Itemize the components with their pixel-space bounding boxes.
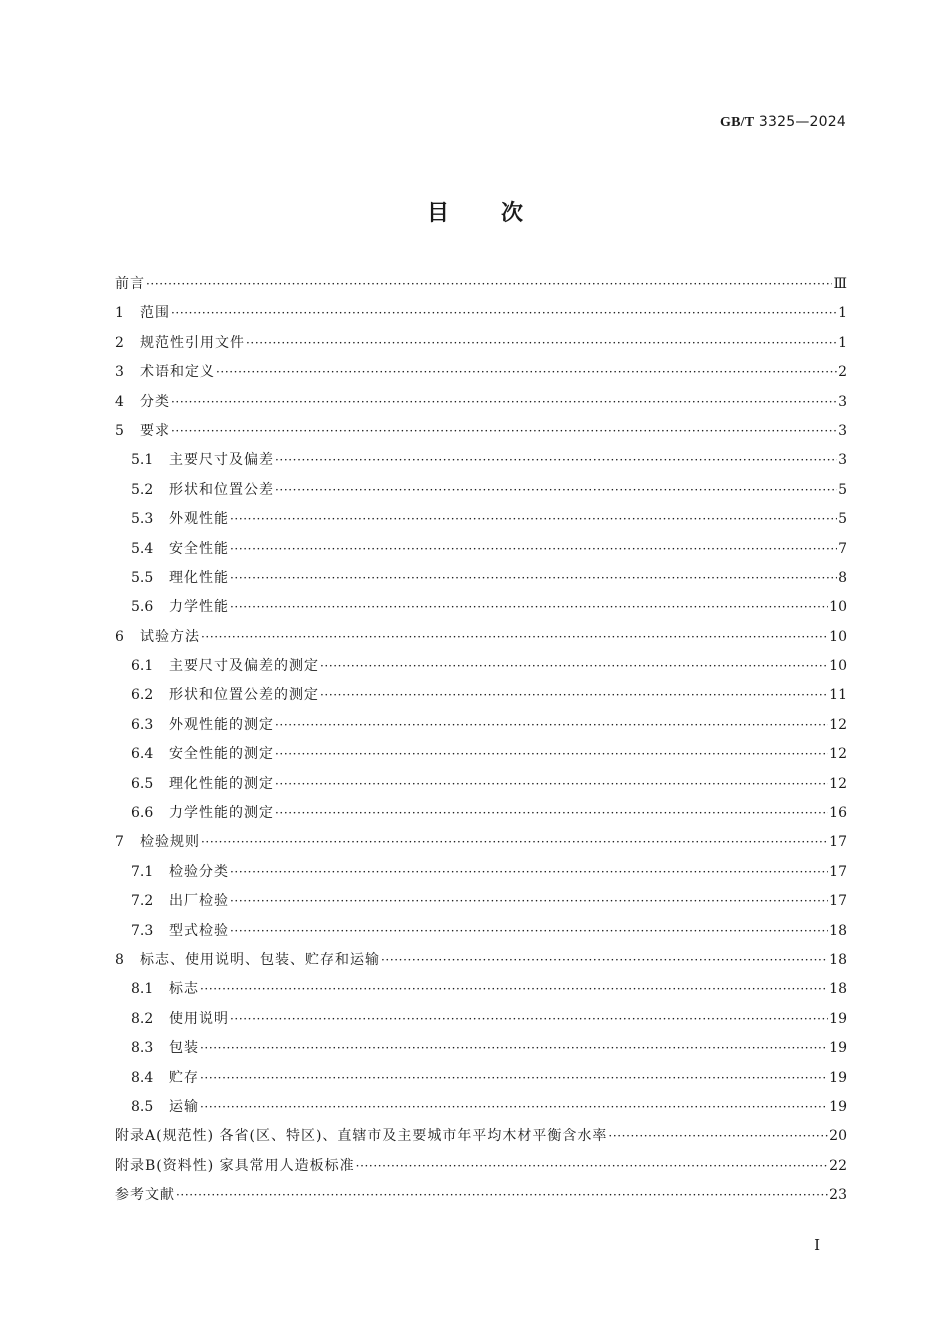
toc-dot-leader	[275, 711, 828, 740]
toc-entry[interactable]	[115, 858, 847, 887]
toc-dot-leader	[200, 975, 828, 1004]
toc-entry[interactable]	[115, 1093, 847, 1122]
toc-entry-page: 19	[829, 1040, 847, 1057]
toc-entry-page: 18	[829, 981, 847, 998]
toc-entry-number: 5.1	[131, 452, 154, 469]
toc-dot-leader	[171, 299, 837, 328]
toc-dot-leader	[275, 476, 837, 505]
toc-entry-label: 包装	[169, 1040, 199, 1057]
toc-dot-leader	[171, 417, 837, 446]
toc-entry-page: 1	[838, 305, 847, 322]
toc-entry-label: 主要尺寸及偏差的测定	[169, 658, 319, 675]
page-title: 目次	[426, 201, 575, 226]
toc-entry-label: 理化性能	[169, 569, 229, 586]
toc-entry-label: 安全性能	[169, 540, 229, 557]
toc-entry-page: 12	[829, 775, 847, 792]
toc-entry-number: 6.4	[131, 746, 154, 763]
toc-entry-page: 22	[829, 1157, 847, 1174]
toc-dot-leader	[320, 652, 828, 681]
toc-entry-label: 理化性能的测定	[169, 775, 274, 792]
toc-dot-leader	[230, 858, 828, 887]
standard-code: 3325—2024	[754, 114, 846, 130]
toc-entry-page: 10	[829, 628, 847, 645]
toc-entry-number: 8.2	[131, 1010, 154, 1027]
toc-entry-page: 7	[838, 540, 847, 557]
toc-dot-leader	[201, 828, 828, 857]
toc-entry-label: 试验方法	[140, 628, 200, 645]
toc-entry-number: 6.6	[131, 805, 154, 822]
toc-entry-label: 标志	[169, 981, 199, 998]
toc-entry[interactable]	[115, 476, 847, 505]
toc-dot-leader	[246, 329, 837, 358]
toc-entry[interactable]	[115, 681, 847, 710]
toc-entry-number: 5	[115, 422, 124, 439]
toc-entry-page: 11	[829, 687, 847, 704]
toc-entry-label: 要求	[140, 422, 170, 439]
toc-dot-leader	[171, 388, 837, 417]
toc-entry-number: 8.5	[131, 1098, 154, 1115]
toc-entry-page: 8	[838, 569, 847, 586]
toc-entry[interactable]	[115, 270, 847, 299]
toc-entry-label: 术语和定义	[140, 364, 215, 381]
toc-entry-number: 8.4	[131, 1069, 154, 1086]
toc-dot-leader	[230, 564, 837, 593]
toc-entry-number: 6	[115, 628, 124, 645]
toc-entry-page: 18	[829, 951, 847, 968]
toc-entry-number: 4	[115, 393, 124, 410]
toc-entry[interactable]	[115, 1122, 847, 1151]
toc-entry-number: 5.4	[131, 540, 154, 557]
toc-entry[interactable]	[115, 623, 847, 652]
toc-dot-leader	[216, 358, 837, 387]
toc-entry-number: 1	[115, 305, 124, 322]
toc-entry-number: 6.2	[131, 687, 154, 704]
toc-entry-page: 17	[829, 893, 847, 910]
toc-entry[interactable]	[115, 1005, 847, 1034]
toc-entry-page: 18	[829, 922, 847, 939]
toc-entry[interactable]	[115, 299, 847, 328]
toc-dot-leader	[356, 1152, 829, 1181]
toc-entry-label: 使用说明	[169, 1010, 229, 1027]
toc-entry-page: Ⅲ	[833, 276, 847, 292]
toc-dot-leader	[381, 946, 828, 975]
toc-entry-label: 力学性能	[169, 599, 229, 616]
toc-entry[interactable]	[115, 329, 847, 358]
toc-entry-label: 运输	[169, 1098, 199, 1115]
toc-entry-number: 7	[115, 834, 124, 851]
standard-prefix: GB/T	[720, 115, 755, 130]
toc-entry[interactable]	[115, 417, 847, 446]
toc-entry[interactable]	[115, 740, 847, 769]
toc-entry-page: 1	[838, 334, 847, 351]
toc-dot-leader	[176, 1181, 828, 1210]
toc-dot-leader	[201, 623, 828, 652]
toc-entry-page: 3	[838, 422, 847, 439]
toc-entry-number: 8	[115, 951, 124, 968]
toc-entry-label: 检验分类	[169, 863, 229, 880]
toc-entry-page: 17	[829, 863, 847, 880]
toc-entry-label: 形状和位置公差的测定	[169, 687, 319, 704]
toc-entry-page: 17	[829, 834, 847, 851]
toc-entry[interactable]	[115, 593, 847, 622]
toc-dot-leader	[320, 681, 828, 710]
toc-dot-leader	[200, 1034, 828, 1063]
toc-entry-label: 主要尺寸及偏差	[169, 452, 274, 469]
toc-entry[interactable]	[115, 446, 847, 475]
toc-entry-label: 检验规则	[140, 834, 200, 851]
toc-entry-number: 7.1	[131, 863, 154, 880]
toc-dot-leader	[230, 505, 837, 534]
toc-dot-leader	[200, 1093, 828, 1122]
toc-entry-page: 3	[838, 452, 847, 469]
toc-entry[interactable]	[115, 1064, 847, 1093]
toc-entry[interactable]	[115, 564, 847, 593]
toc-entry-label: 外观性能	[169, 511, 229, 528]
toc-entry-number: 8.3	[131, 1040, 154, 1057]
toc-entry-label: 范围	[140, 305, 170, 322]
toc-entry[interactable]	[115, 975, 847, 1004]
toc-entry[interactable]	[115, 711, 847, 740]
toc-dot-leader	[200, 1064, 828, 1093]
toc-entry-label: 贮存	[169, 1069, 199, 1086]
toc-entry[interactable]	[115, 358, 847, 387]
toc-entry-number: 2	[115, 334, 124, 351]
toc-entry-label: 出厂检验	[169, 893, 229, 910]
toc-dot-leader	[230, 1005, 828, 1034]
toc-entry-page: 23	[829, 1187, 847, 1204]
toc-entry-label: 外观性能的测定	[169, 716, 274, 733]
toc-entry[interactable]	[115, 505, 847, 534]
toc-entry-page: 12	[829, 716, 847, 733]
toc-entry[interactable]	[115, 1034, 847, 1063]
table-of-contents	[115, 270, 847, 1211]
toc-entry-page: 10	[829, 658, 847, 675]
toc-entry-page: 19	[829, 1010, 847, 1027]
toc-entry-label: 标志、使用说明、包装、贮存和运输	[140, 951, 380, 968]
toc-entry-number: 5.2	[131, 481, 154, 498]
toc-entry-number: 5.5	[131, 569, 154, 586]
toc-entry-label: 型式检验	[169, 922, 229, 939]
toc-entry[interactable]	[115, 1152, 847, 1181]
toc-entry-label: 力学性能的测定	[169, 805, 274, 822]
toc-entry-page: 20	[829, 1128, 847, 1145]
toc-entry[interactable]	[115, 770, 847, 799]
toc-entry[interactable]	[115, 388, 847, 417]
toc-entry-label: 规范性引用文件	[140, 334, 245, 351]
toc-entry-page: 2	[838, 364, 847, 381]
toc-entry[interactable]	[115, 887, 847, 916]
toc-dot-leader	[275, 770, 828, 799]
toc-entry[interactable]	[115, 652, 847, 681]
toc-entry-page: 19	[829, 1069, 847, 1086]
toc-entry[interactable]	[115, 799, 847, 828]
toc-entry-label: 分类	[140, 393, 170, 410]
toc-entry-number: 5.6	[131, 599, 154, 616]
toc-entry-number: 3	[115, 364, 124, 381]
toc-dot-leader	[230, 535, 837, 564]
toc-entry-label: 前言	[115, 276, 145, 292]
toc-entry-page: 19	[829, 1098, 847, 1115]
toc-entry-number: 6.1	[131, 658, 154, 675]
toc-entry-label: 形状和位置公差	[169, 481, 274, 498]
toc-entry[interactable]	[115, 535, 847, 564]
toc-dot-leader	[608, 1122, 828, 1151]
toc-entry-page: 12	[829, 746, 847, 763]
toc-entry-label: 附录B(资料性) 家具常用人造板标准	[115, 1157, 355, 1174]
toc-entry[interactable]	[115, 828, 847, 857]
toc-entry-page: 5	[838, 511, 847, 528]
toc-entry-label: 附录A(规范性) 各省(区、特区)、直辖市及主要城市年平均木材平衡含水率	[115, 1128, 608, 1145]
toc-entry-number: 7.3	[131, 922, 154, 939]
toc-entry-page: 5	[838, 481, 847, 498]
toc-dot-leader	[230, 887, 828, 916]
toc-entry-number: 6.3	[131, 716, 154, 733]
toc-entry[interactable]	[115, 946, 847, 975]
page-number: Ⅰ	[814, 1236, 820, 1254]
toc-entry-label: 安全性能的测定	[169, 746, 274, 763]
toc-dot-leader	[275, 799, 828, 828]
toc-dot-leader	[146, 270, 832, 299]
toc-dot-leader	[230, 593, 828, 622]
toc-entry-number: 5.3	[131, 511, 154, 528]
toc-entry[interactable]	[115, 1181, 847, 1210]
toc-entry-page: 16	[829, 805, 847, 822]
toc-entry-label: 参考文献	[115, 1187, 175, 1204]
toc-dot-leader	[230, 917, 828, 946]
toc-entry-page: 10	[829, 599, 847, 616]
toc-dot-leader	[275, 740, 828, 769]
toc-entry-number: 6.5	[131, 775, 154, 792]
toc-dot-leader	[275, 446, 837, 475]
toc-entry[interactable]	[115, 917, 847, 946]
toc-entry-page: 3	[838, 393, 847, 410]
toc-entry-number: 8.1	[131, 981, 154, 998]
toc-entry-number: 7.2	[131, 893, 154, 910]
standard-number	[720, 114, 846, 131]
